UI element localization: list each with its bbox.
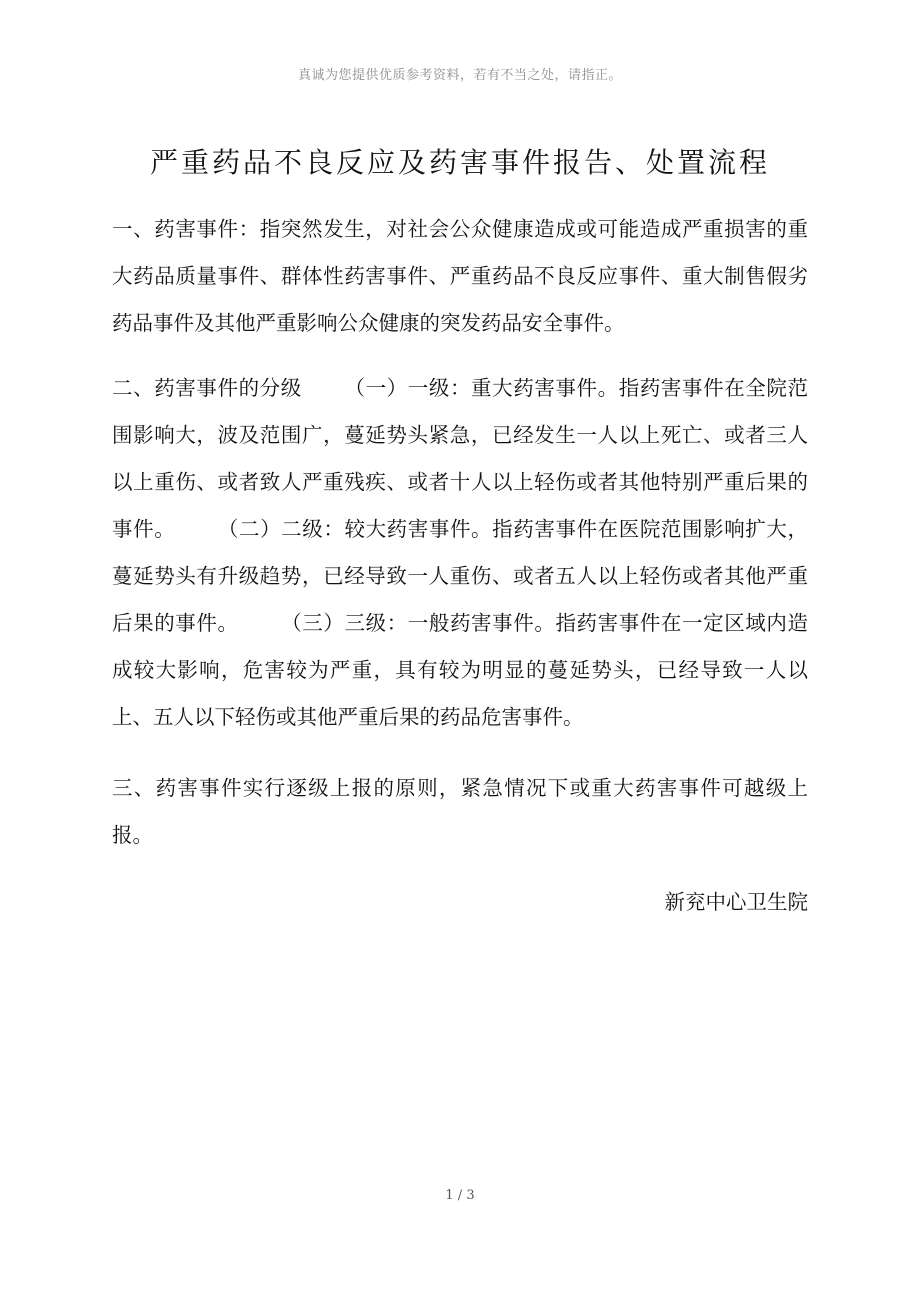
page-number: 1 / 3	[445, 1188, 475, 1203]
signature-organization: 新兖中心卫生院	[664, 890, 808, 914]
section-1-paragraph	[112, 206, 808, 347]
document-title: 严重药品不良反应及药害事件报告、处置流程	[149, 146, 770, 179]
level-3-text: （三）三级：一般药害事件。指药害事件在一定区域内造成较大影响，危害较为严重，具有较为明显的蔓延势头，已经导致一人以上、五人以下轻伤或其他严重后果的药品危害事件。	[112, 611, 809, 729]
section-1-text: 一、药害事件：指突然发生，对社会公众健康造成或可能造成严重损害的重大药品质量事件、群体性药害事件、严重药品不良反应事件、重大制售假劣药品事件及其他严重影响公众健康的突发药品安全事件。	[112, 217, 808, 335]
section-3-text: 三、药害事件实行逐级上报的原则，紧急情况下或重大药害事件可越级上报。	[112, 776, 808, 847]
section-3-paragraph	[112, 765, 808, 859]
header-note: 真诚为您提供优质参考资料，若有不当之处，请指正。	[297, 68, 622, 83]
level-2-text: （二）二级：较大药害事件。指药害事件在医院范围影响扩大，蔓延势头有升级趋势，已经导致一人重伤、或者五人以上轻伤或者其他严重后果的事件。	[112, 517, 809, 635]
section-2-heading: 二、药害事件的分级	[112, 376, 302, 400]
section-2-paragraph	[112, 365, 808, 741]
level-1-text: （一）一级：重大药害事件。指药害事件在全院范围影响大，波及范围广，蔓延势头紧急，已经发生一人以上死亡、或者三人以上重伤、或者致人严重残疾、或者十人以上轻伤或者其他特别严重后果的事件。	[112, 376, 809, 541]
